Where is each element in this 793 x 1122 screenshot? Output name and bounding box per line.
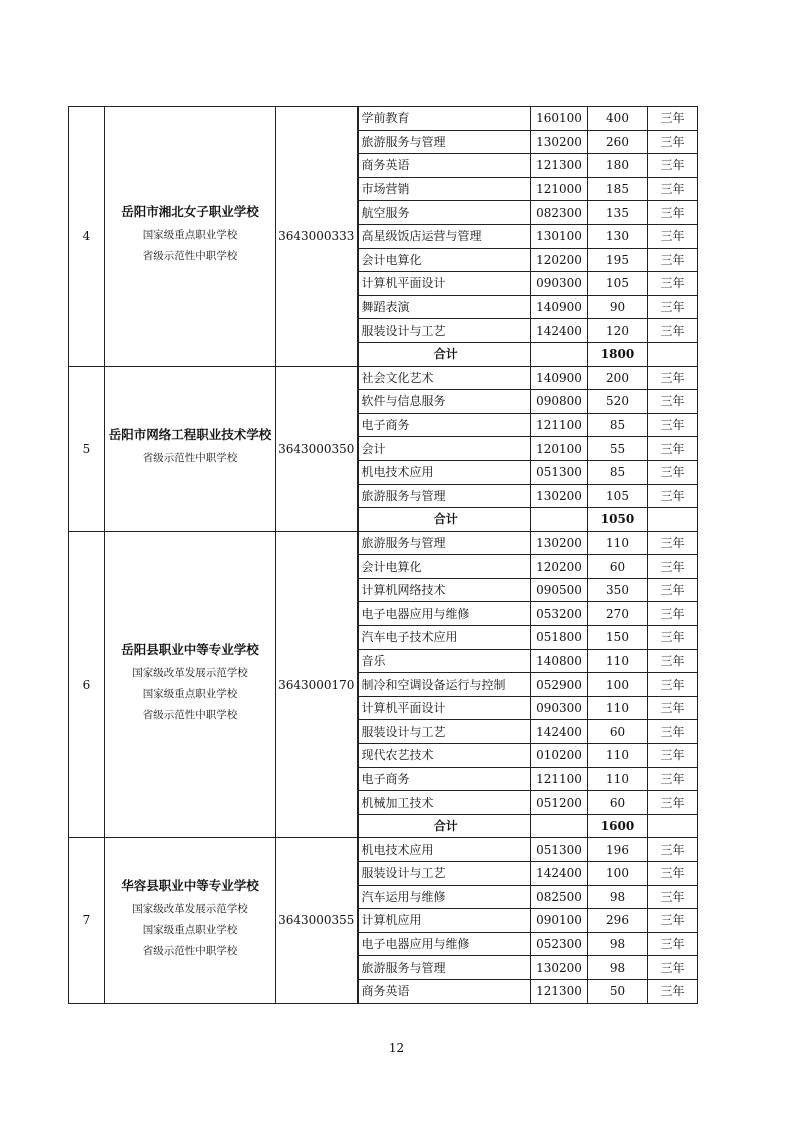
major-name-cell: 会计电算化 xyxy=(358,555,531,579)
enrollment-count-cell: 180 xyxy=(588,154,648,178)
school-index-cell: 4 xyxy=(69,107,105,367)
duration-cell: 三年 xyxy=(648,107,698,131)
major-code-cell: 120100 xyxy=(531,437,588,461)
major-code-cell: 121100 xyxy=(531,413,588,437)
school-name: 岳阳市湘北女子职业学校 xyxy=(121,204,259,220)
enrollment-count-cell: 350 xyxy=(588,578,648,602)
duration-cell: 三年 xyxy=(648,484,698,508)
major-code-cell: 090300 xyxy=(531,696,588,720)
major-code-cell: 051800 xyxy=(531,626,588,650)
duration-cell: 三年 xyxy=(648,366,698,390)
major-code-cell: 051300 xyxy=(531,460,588,484)
major-code-cell: 160100 xyxy=(531,107,588,131)
major-code-cell: 121300 xyxy=(531,979,588,1003)
school-tag: 国家级改革发展示范学校 xyxy=(132,667,248,680)
duration-cell: 三年 xyxy=(648,413,698,437)
school-code-cell: 3643000333 xyxy=(276,107,358,367)
major-name-cell: 服装设计与工艺 xyxy=(358,319,531,343)
duration-cell: 三年 xyxy=(648,979,698,1003)
school-tag: 省级示范性中职学校 xyxy=(142,452,238,465)
school-tag: 省级示范性中职学校 xyxy=(142,709,238,722)
duration-cell: 三年 xyxy=(648,767,698,791)
duration-cell: 三年 xyxy=(648,154,698,178)
major-name-cell: 电子商务 xyxy=(358,767,531,791)
school-cell xyxy=(105,107,276,367)
duration-cell: 三年 xyxy=(648,956,698,980)
table-row xyxy=(69,838,698,862)
duration-cell: 三年 xyxy=(648,295,698,319)
major-code-cell: 130100 xyxy=(531,224,588,248)
major-name-cell: 计算机应用 xyxy=(358,909,531,933)
major-name-cell: 计算机平面设计 xyxy=(358,272,531,296)
major-code-cell: 053200 xyxy=(531,602,588,626)
major-code-cell: 090800 xyxy=(531,390,588,414)
school-cell xyxy=(105,838,276,1003)
major-code-cell: 120200 xyxy=(531,248,588,272)
duration-cell: 三年 xyxy=(648,744,698,768)
total-empty-cell xyxy=(531,342,588,366)
duration-cell: 三年 xyxy=(648,673,698,697)
major-name-cell: 高星级饭店运营与管理 xyxy=(358,224,531,248)
enrollment-count-cell: 60 xyxy=(588,555,648,579)
total-empty-cell xyxy=(648,814,698,838)
major-name-cell: 电子电器应用与维修 xyxy=(358,932,531,956)
school-tag: 省级示范性中职学校 xyxy=(142,250,238,263)
enrollment-count-cell: 135 xyxy=(588,201,648,225)
duration-cell: 三年 xyxy=(648,272,698,296)
major-name-cell: 航空服务 xyxy=(358,201,531,225)
major-code-cell: 051200 xyxy=(531,791,588,815)
major-name-cell: 机电技术应用 xyxy=(358,838,531,862)
duration-cell: 三年 xyxy=(648,649,698,673)
major-name-cell: 会计 xyxy=(358,437,531,461)
enrollment-count-cell: 195 xyxy=(588,248,648,272)
enrollment-count-cell: 50 xyxy=(588,979,648,1003)
major-code-cell: 142400 xyxy=(531,319,588,343)
enrollment-count-cell: 520 xyxy=(588,390,648,414)
duration-cell: 三年 xyxy=(648,555,698,579)
enrollment-count-cell: 110 xyxy=(588,649,648,673)
table-row xyxy=(69,531,698,555)
enrollment-count-cell: 296 xyxy=(588,909,648,933)
duration-cell: 三年 xyxy=(648,909,698,933)
major-name-cell: 软件与信息服务 xyxy=(358,390,531,414)
total-empty-cell xyxy=(648,342,698,366)
major-name-cell: 机电技术应用 xyxy=(358,460,531,484)
major-name-cell: 舞蹈表演 xyxy=(358,295,531,319)
school-name: 岳阳市网络工程职业技术学校 xyxy=(108,427,272,443)
enrollment-count-cell: 130 xyxy=(588,224,648,248)
enrollment-count-cell: 90 xyxy=(588,295,648,319)
major-name-cell: 电子电器应用与维修 xyxy=(358,602,531,626)
enrollment-count-cell: 270 xyxy=(588,602,648,626)
school-index-cell: 6 xyxy=(69,531,105,838)
major-code-cell: 130200 xyxy=(531,531,588,555)
major-code-cell: 121000 xyxy=(531,177,588,201)
total-empty-cell xyxy=(531,814,588,838)
duration-cell: 三年 xyxy=(648,720,698,744)
total-count-cell: 1600 xyxy=(588,814,648,838)
major-name-cell: 旅游服务与管理 xyxy=(358,130,531,154)
major-code-cell: 082500 xyxy=(531,885,588,909)
major-code-cell: 142400 xyxy=(531,720,588,744)
enrollment-count-cell: 260 xyxy=(588,130,648,154)
duration-cell: 三年 xyxy=(648,531,698,555)
major-code-cell: 140900 xyxy=(531,366,588,390)
enrollment-count-cell: 120 xyxy=(588,319,648,343)
major-code-cell: 090100 xyxy=(531,909,588,933)
duration-cell: 三年 xyxy=(648,791,698,815)
major-name-cell: 商务英语 xyxy=(358,979,531,1003)
enrollment-table xyxy=(68,106,698,1004)
major-code-cell: 052300 xyxy=(531,932,588,956)
total-label-cell: 合计 xyxy=(358,508,531,532)
duration-cell: 三年 xyxy=(648,862,698,886)
duration-cell: 三年 xyxy=(648,390,698,414)
enrollment-count-cell: 98 xyxy=(588,956,648,980)
major-code-cell: 130200 xyxy=(531,130,588,154)
major-name-cell: 机械加工技术 xyxy=(358,791,531,815)
major-code-cell: 142400 xyxy=(531,862,588,886)
major-code-cell: 120200 xyxy=(531,555,588,579)
major-name-cell: 旅游服务与管理 xyxy=(358,484,531,508)
duration-cell: 三年 xyxy=(648,177,698,201)
major-name-cell: 服装设计与工艺 xyxy=(358,862,531,886)
major-name-cell: 旅游服务与管理 xyxy=(358,531,531,555)
major-name-cell: 学前教育 xyxy=(358,107,531,131)
enrollment-count-cell: 98 xyxy=(588,885,648,909)
major-code-cell: 090500 xyxy=(531,578,588,602)
enrollment-count-cell: 110 xyxy=(588,767,648,791)
enrollment-count-cell: 60 xyxy=(588,791,648,815)
major-code-cell: 010200 xyxy=(531,744,588,768)
page-number: 12 xyxy=(388,1041,405,1055)
major-name-cell: 制冷和空调设备运行与控制 xyxy=(358,673,531,697)
major-code-cell: 130200 xyxy=(531,956,588,980)
table-row xyxy=(69,366,698,390)
major-code-cell: 052900 xyxy=(531,673,588,697)
enrollment-count-cell: 100 xyxy=(588,673,648,697)
enrollment-count-cell: 110 xyxy=(588,696,648,720)
major-name-cell: 汽车运用与维修 xyxy=(358,885,531,909)
school-tag: 国家级重点职业学校 xyxy=(142,923,238,936)
duration-cell: 三年 xyxy=(648,437,698,461)
enrollment-count-cell: 150 xyxy=(588,626,648,650)
total-label-cell: 合计 xyxy=(358,342,531,366)
total-count-cell: 1050 xyxy=(588,508,648,532)
duration-cell: 三年 xyxy=(648,932,698,956)
major-name-cell: 汽车电子技术应用 xyxy=(358,626,531,650)
school-index-cell: 5 xyxy=(69,366,105,531)
school-tag: 国家级改革发展示范学校 xyxy=(132,902,248,915)
enrollment-count-cell: 110 xyxy=(588,744,648,768)
major-name-cell: 服装设计与工艺 xyxy=(358,720,531,744)
enrollment-count-cell: 85 xyxy=(588,460,648,484)
duration-cell: 三年 xyxy=(648,838,698,862)
school-code-cell: 3643000355 xyxy=(276,838,358,1003)
major-name-cell: 会计电算化 xyxy=(358,248,531,272)
major-name-cell: 计算机网络技术 xyxy=(358,578,531,602)
school-code-cell: 3643000350 xyxy=(276,366,358,531)
major-name-cell: 音乐 xyxy=(358,649,531,673)
enrollment-count-cell: 196 xyxy=(588,838,648,862)
school-tag: 国家级重点职业学校 xyxy=(142,229,238,242)
enrollment-count-cell: 200 xyxy=(588,366,648,390)
duration-cell: 三年 xyxy=(648,578,698,602)
school-cell xyxy=(105,366,276,531)
major-code-cell: 090300 xyxy=(531,272,588,296)
duration-cell: 三年 xyxy=(648,602,698,626)
duration-cell: 三年 xyxy=(648,130,698,154)
major-code-cell: 051300 xyxy=(531,838,588,862)
major-name-cell: 旅游服务与管理 xyxy=(358,956,531,980)
enrollment-count-cell: 105 xyxy=(588,484,648,508)
duration-cell: 三年 xyxy=(648,460,698,484)
major-name-cell: 现代农艺技术 xyxy=(358,744,531,768)
duration-cell: 三年 xyxy=(648,224,698,248)
duration-cell: 三年 xyxy=(648,201,698,225)
total-empty-cell xyxy=(531,508,588,532)
major-code-cell: 140800 xyxy=(531,649,588,673)
duration-cell: 三年 xyxy=(648,319,698,343)
duration-cell: 三年 xyxy=(648,626,698,650)
school-cell xyxy=(105,531,276,838)
school-name: 华容县职业中等专业学校 xyxy=(121,877,259,893)
major-code-cell: 121300 xyxy=(531,154,588,178)
major-name-cell: 市场营销 xyxy=(358,177,531,201)
enrollment-count-cell: 60 xyxy=(588,720,648,744)
major-name-cell: 商务英语 xyxy=(358,154,531,178)
school-index-cell: 7 xyxy=(69,838,105,1003)
duration-cell: 三年 xyxy=(648,696,698,720)
major-code-cell: 130200 xyxy=(531,484,588,508)
major-code-cell: 140900 xyxy=(531,295,588,319)
major-name-cell: 计算机平面设计 xyxy=(358,696,531,720)
table-body xyxy=(69,107,698,1004)
table-row xyxy=(69,107,698,131)
enrollment-count-cell: 98 xyxy=(588,932,648,956)
duration-cell: 三年 xyxy=(648,885,698,909)
enrollment-count-cell: 400 xyxy=(588,107,648,131)
major-code-cell: 082300 xyxy=(531,201,588,225)
school-tag: 国家级重点职业学校 xyxy=(142,688,238,701)
enrollment-count-cell: 85 xyxy=(588,413,648,437)
enrollment-count-cell: 100 xyxy=(588,862,648,886)
enrollment-count-cell: 110 xyxy=(588,531,648,555)
enrollment-count-cell: 105 xyxy=(588,272,648,296)
school-tag: 省级示范性中职学校 xyxy=(142,944,238,957)
major-name-cell: 社会文化艺术 xyxy=(358,366,531,390)
enrollment-count-cell: 185 xyxy=(588,177,648,201)
duration-cell: 三年 xyxy=(648,248,698,272)
major-code-cell: 121100 xyxy=(531,767,588,791)
total-label-cell: 合计 xyxy=(358,814,531,838)
total-empty-cell xyxy=(648,508,698,532)
enrollment-count-cell: 55 xyxy=(588,437,648,461)
school-code-cell: 3643000170 xyxy=(276,531,358,838)
total-count-cell: 1800 xyxy=(588,342,648,366)
school-name: 岳阳县职业中等专业学校 xyxy=(121,642,259,658)
major-name-cell: 电子商务 xyxy=(358,413,531,437)
